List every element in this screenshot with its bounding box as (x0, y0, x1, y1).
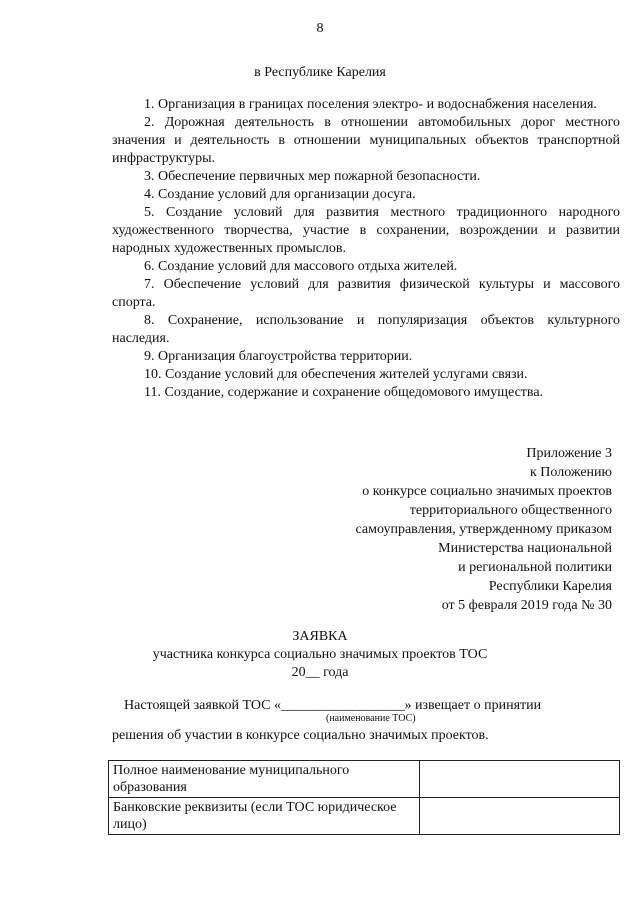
tos-name-hint: (наименование ТОС) (326, 713, 416, 724)
table-cell-label: Полное наименование муниципального образования (109, 761, 420, 798)
application-form-table (108, 760, 620, 835)
appendix-line: о конкурсе социально значимых проектов (362, 484, 612, 499)
application-statement (112, 697, 620, 745)
list-item: 8. Сохранение, использование и популяризация объектов культурного наследия. (112, 313, 620, 346)
application-title: ЗАЯВКА (292, 629, 348, 644)
list-item: 2. Дорожная деятельность в отношении автомобильных дорог местного значения и деятельность в отношении муниципальных объектов транспортной инфраструктуры. (112, 115, 620, 166)
appendix-line: Министерства национальной (438, 541, 612, 556)
list-item: 7. Обеспечение условий для развития физической культуры и массового спорта. (112, 277, 620, 310)
table-cell-value (420, 798, 620, 835)
appendix-line: Приложение 3 (526, 446, 612, 461)
application-year: 20__ года (291, 665, 349, 680)
appendix-block (292, 445, 612, 616)
appendix-line: от 5 февраля 2019 года № 30 (441, 598, 612, 613)
appendix-line: к Положению (529, 465, 612, 480)
list-item: 6. Создание условий для массового отдыха жителей. (144, 259, 458, 274)
table-cell-value (420, 761, 620, 798)
table-row (109, 761, 620, 798)
tos-name-blank: ___________________ (281, 698, 405, 713)
appendix-line: Республики Карелия (488, 579, 612, 594)
table-row (109, 798, 620, 835)
list-item: 11. Создание, содержание и сохранение общедомового имущества. (144, 385, 544, 400)
list-item: 10. Создание условий для обеспечения жителей услугами связи. (144, 367, 528, 382)
list-item: 4. Создание условий для организации досуга. (144, 187, 416, 202)
page-number: 8 (316, 21, 324, 36)
application-subtitle: участника конкурса социально значимых проектов ТОС (152, 647, 488, 662)
section-heading: в Республике Карелия (254, 65, 386, 80)
statement-line-2: решения об участии в конкурсе социально значимых проектов. (112, 728, 489, 743)
appendix-line: территориального общественного (409, 503, 612, 518)
table-cell-label: Банковские реквизиты (если ТОС юридическое лицо) (109, 798, 420, 835)
statement-prefix: Настоящей заявкой ТОС « (124, 698, 281, 713)
list-item: 9. Организация благоустройства территории. (144, 349, 413, 364)
appendix-line: самоуправления, утвержденному приказом (355, 522, 612, 537)
list-item: 3. Обеспечение первичных мер пожарной безопасности. (144, 169, 481, 184)
statement-suffix: » извещает о принятии (404, 698, 542, 713)
powers-list (112, 96, 620, 402)
appendix-line: и региональной политики (458, 560, 612, 575)
list-item: 5. Создание условий для развития местного традиционного народного художественного творчества, участие в сохранении, возрождении и развитии народных художественных промыслов. (112, 205, 620, 256)
list-item: 1. Организация в границах поселения электро- и водоснабжения населения. (144, 97, 597, 112)
